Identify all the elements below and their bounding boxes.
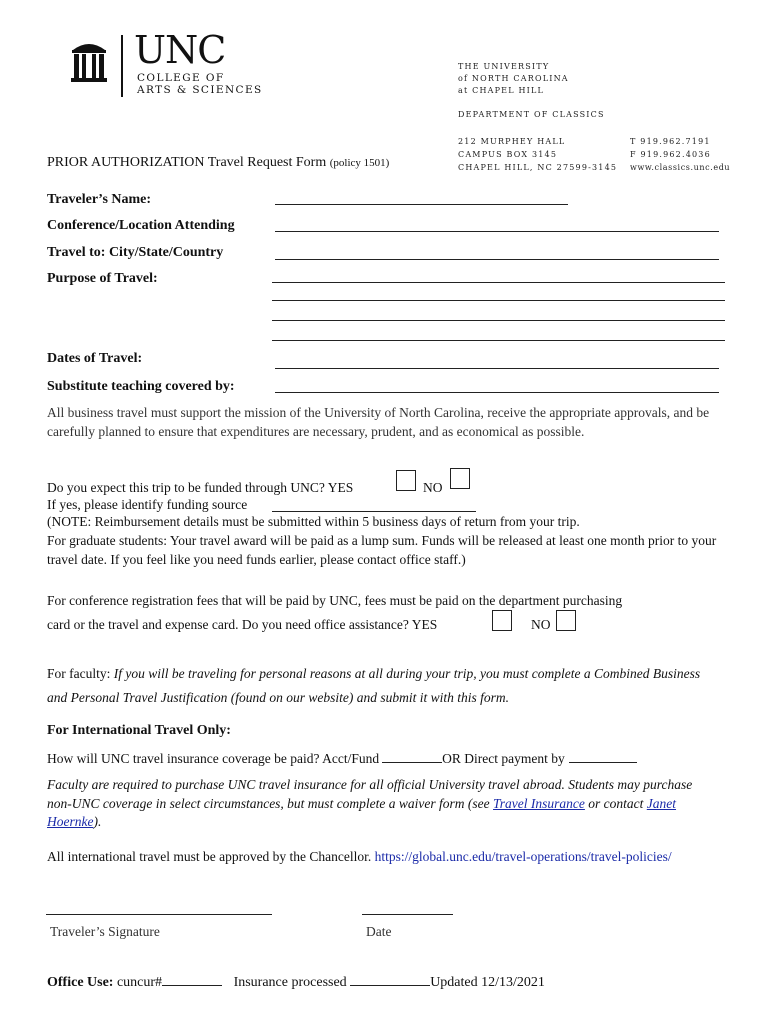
travel-insurance-link[interactable]: Travel Insurance: [493, 795, 585, 811]
purpose-label: Purpose of Travel:: [47, 271, 158, 286]
registration-text-line1: For conference registration fees that will be paid by UNC, fees must be paid on the department purchasing: [47, 593, 623, 608]
phone-number: T 919.962.7191: [630, 137, 711, 146]
logo-college-line1: COLLEGE OF: [137, 72, 225, 84]
travel-policies-link[interactable]: https://global.unc.edu/travel-operations/travel-policies/: [374, 849, 672, 864]
chancellor-text: All international travel must be approved by the Chancellor.: [47, 849, 372, 864]
department-name: DEPARTMENT OF CLASSICS: [458, 110, 605, 119]
or-contact-text: or contact: [588, 795, 644, 811]
conference-label: Conference/Location Attending: [47, 218, 235, 233]
contact-link[interactable]: Janet Hoernke: [47, 795, 677, 829]
cuncur-label: cuncur#: [116, 975, 163, 990]
insurance-direct-label: OR Direct payment by: [442, 751, 565, 766]
insurance-question: [47, 749, 637, 769]
substitute-field[interactable]: [275, 392, 719, 393]
funding-source-field[interactable]: [272, 511, 476, 512]
logo-divider: [121, 35, 123, 97]
conference-field[interactable]: [275, 231, 719, 232]
travel-to-field[interactable]: [275, 259, 719, 260]
logo-college-line2: ARTS & SCIENCES: [137, 84, 263, 96]
cuncur-field[interactable]: [162, 972, 222, 986]
date-label: Date: [366, 924, 392, 939]
graduate-students-note: For graduate students: Your travel award will be paid as a lump sum. Funds will be released at least one month prior to your travel date. If you feel like you need funds earlier, please contact office staff.): [47, 533, 717, 567]
dates-field[interactable]: [275, 368, 719, 369]
direct-payment-field[interactable]: [569, 749, 637, 763]
fax-number: F 919.962.4036: [630, 150, 711, 159]
insurance-processed-field[interactable]: [350, 972, 430, 986]
date-field[interactable]: [362, 914, 453, 915]
purpose-field-line1[interactable]: [272, 282, 725, 283]
acct-fund-field[interactable]: [382, 749, 442, 763]
substitute-label: Substitute teaching covered by:: [47, 379, 235, 394]
university-line2: of NORTH CAROLINA: [458, 74, 569, 83]
old-well-logo-icon: [70, 38, 108, 84]
faculty-notice-prefix: For faculty:: [47, 666, 111, 681]
funded-no-checkbox[interactable]: [450, 468, 470, 489]
travel-to-label: Travel to: City/State/Country: [47, 245, 224, 260]
faculty-notice-text: If you will be traveling for personal reasons at all during your trip, you must complete a Combined Business and Personal Travel Justification (found on our website) and submit it with this form.: [47, 666, 701, 705]
chancellor-approval: [47, 848, 707, 867]
funded-question: Do you expect this trip to be funded through UNC? YES: [47, 480, 354, 495]
policy-number: (policy 1501): [329, 157, 390, 169]
website: www.classics.unc.edu: [630, 163, 731, 172]
university-line1: THE UNIVERSITY: [458, 62, 550, 71]
travelers-name-label: Traveler’s Name:: [47, 192, 152, 207]
faculty-notice: [47, 662, 717, 710]
faculty-insurance-text: Faculty are required to purchase UNC travel insurance for all official University travel abroad. Students may purchase non-UNC coverage in select circumstances, but must complete a waiver form (see: [47, 777, 693, 811]
travelers-name-field[interactable]: [275, 204, 568, 205]
faculty-insurance-note: [47, 776, 719, 832]
insurance-acct-label: How will UNC travel insurance coverage be paid? Acct/Fund: [47, 751, 380, 766]
funded-yes-checkbox[interactable]: [396, 470, 416, 491]
dates-label: Dates of Travel:: [47, 351, 143, 366]
address-line1: 212 MURPHEY HALL: [458, 137, 566, 146]
international-heading: For International Travel Only:: [47, 723, 231, 738]
funded-no-label: NO: [423, 480, 443, 495]
signature-field[interactable]: [46, 914, 272, 915]
office-use-label: Office Use:: [47, 975, 114, 990]
registration-text-line2: card or the travel and expense card. Do you need office assistance? YES: [47, 617, 438, 632]
signature-label: Traveler’s Signature: [50, 924, 160, 939]
address-line3: CHAPEL HILL, NC 27599-3145: [458, 163, 618, 172]
updated-date: Updated 12/13/2021: [430, 975, 545, 990]
funding-source-label: If yes, please identify funding source: [47, 497, 248, 512]
purpose-field-line2[interactable]: [272, 300, 725, 301]
registration-no-checkbox[interactable]: [556, 610, 576, 631]
form-title: [47, 155, 389, 171]
address-line2: CAMPUS BOX 3145: [458, 150, 558, 159]
purpose-field-line4[interactable]: [272, 340, 725, 341]
office-use-row: [47, 972, 545, 993]
form-title-text: PRIOR AUTHORIZATION Travel Request Form: [47, 155, 327, 170]
registration-yes-checkbox[interactable]: [492, 610, 512, 631]
logo-unc-text: UNC: [134, 28, 226, 72]
contact-end: ).: [93, 814, 102, 829]
university-line3: at CHAPEL HILL: [458, 86, 545, 95]
purpose-field-line3[interactable]: [272, 320, 725, 321]
reimbursement-note: (NOTE: Reimbursement details must be submitted within 5 business days of return from your trip.: [47, 514, 580, 529]
mission-statement: All business travel must support the mission of the University of North Carolina, receive the appropriate approvals, and be carefully planned to ensure that expenditures are necessary, prudent, and as economical as possible.: [47, 405, 710, 439]
registration-no-label: NO: [531, 617, 551, 632]
insurance-processed-label: Insurance processed: [233, 975, 347, 990]
